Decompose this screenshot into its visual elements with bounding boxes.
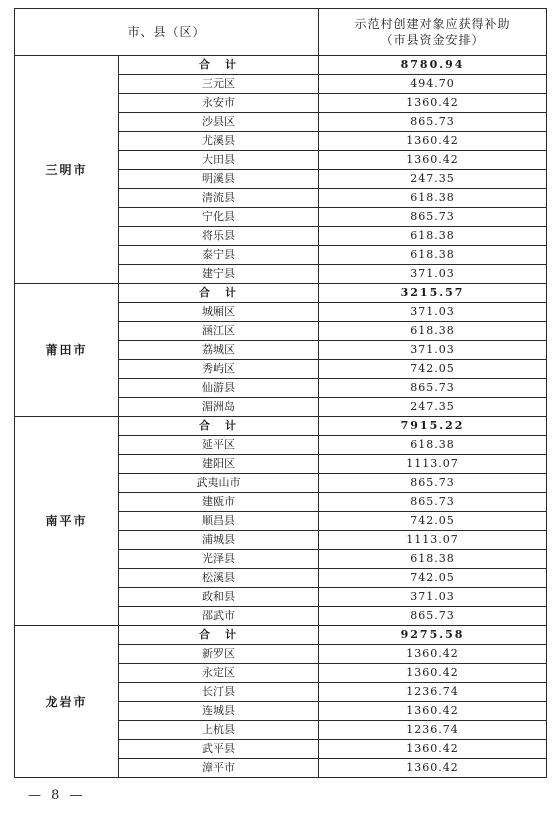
subsidy-value: 1360.42 xyxy=(319,151,547,170)
district-name: 荔城区 xyxy=(119,341,319,360)
subsidy-value: 247.35 xyxy=(319,398,547,417)
district-name: 永定区 xyxy=(119,664,319,683)
subsidy-value: 1360.42 xyxy=(319,94,547,113)
subsidy-value: 1360.42 xyxy=(319,132,547,151)
district-name: 将乐县 xyxy=(119,227,319,246)
table-total-row xyxy=(15,626,547,645)
subsidy-value: 618.38 xyxy=(319,322,547,341)
district-name: 沙县区 xyxy=(119,113,319,132)
subsidy-value: 1113.07 xyxy=(319,455,547,474)
table-total-row xyxy=(15,284,547,303)
subsidy-value: 1360.42 xyxy=(319,759,547,778)
district-name: 永安市 xyxy=(119,94,319,113)
district-name: 涵江区 xyxy=(119,322,319,341)
subsidy-value: 865.73 xyxy=(319,607,547,626)
header-subsidy xyxy=(319,9,547,56)
district-name: 大田县 xyxy=(119,151,319,170)
district-name: 秀屿区 xyxy=(119,360,319,379)
district-name: 清流县 xyxy=(119,189,319,208)
total-label: 合 计 xyxy=(119,284,319,303)
city-cell: 南平市 xyxy=(15,417,119,626)
subsidy-value: 865.73 xyxy=(319,379,547,398)
subsidy-value: 1360.42 xyxy=(319,702,547,721)
total-value: 8780.94 xyxy=(319,56,547,75)
subsidy-value: 865.73 xyxy=(319,493,547,512)
subsidy-value: 1113.07 xyxy=(319,531,547,550)
city-cell: 三明市 xyxy=(15,56,119,284)
subsidy-value: 1360.42 xyxy=(319,645,547,664)
page-number: — 8 — xyxy=(28,788,86,803)
subsidy-table xyxy=(14,8,547,778)
total-label: 合 计 xyxy=(119,626,319,645)
subsidy-value: 371.03 xyxy=(319,341,547,360)
subsidy-value: 865.73 xyxy=(319,474,547,493)
total-label: 合 计 xyxy=(119,417,319,436)
district-name: 新罗区 xyxy=(119,645,319,664)
district-name: 武平县 xyxy=(119,740,319,759)
district-name: 建宁县 xyxy=(119,265,319,284)
district-name: 建瓯市 xyxy=(119,493,319,512)
subsidy-value: 865.73 xyxy=(319,113,547,132)
total-value: 9275.58 xyxy=(319,626,547,645)
district-name: 连城县 xyxy=(119,702,319,721)
district-name: 浦城县 xyxy=(119,531,319,550)
district-name: 政和县 xyxy=(119,588,319,607)
subsidy-value: 371.03 xyxy=(319,265,547,284)
district-name: 上杭县 xyxy=(119,721,319,740)
subsidy-value: 618.38 xyxy=(319,189,547,208)
total-value: 7915.22 xyxy=(319,417,547,436)
table-header-row xyxy=(15,9,547,56)
subsidy-value: 1236.74 xyxy=(319,721,547,740)
header-subsidy-line2: （市县资金安排） xyxy=(380,33,485,47)
district-name: 宁化县 xyxy=(119,208,319,227)
district-name: 城厢区 xyxy=(119,303,319,322)
subsidy-value: 618.38 xyxy=(319,550,547,569)
subsidy-value: 618.38 xyxy=(319,246,547,265)
city-cell: 莆田市 xyxy=(15,284,119,417)
subsidy-value: 1236.74 xyxy=(319,683,547,702)
subsidy-value: 742.05 xyxy=(319,512,547,531)
district-name: 武夷山市 xyxy=(119,474,319,493)
table-total-row xyxy=(15,417,547,436)
table-body xyxy=(15,56,547,778)
header-subsidy-line1: 示范村创建对象应获得补助 xyxy=(354,17,511,31)
district-name: 建阳区 xyxy=(119,455,319,474)
district-name: 光泽县 xyxy=(119,550,319,569)
subsidy-value: 494.70 xyxy=(319,75,547,94)
subsidy-value: 865.73 xyxy=(319,208,547,227)
table-total-row xyxy=(15,56,547,75)
district-name: 湄洲岛 xyxy=(119,398,319,417)
district-name: 松溪县 xyxy=(119,569,319,588)
subsidy-table-sheet xyxy=(14,8,546,778)
subsidy-value: 618.38 xyxy=(319,436,547,455)
district-name: 仙游县 xyxy=(119,379,319,398)
city-cell: 龙岩市 xyxy=(15,626,119,778)
district-name: 长汀县 xyxy=(119,683,319,702)
total-value: 3215.57 xyxy=(319,284,547,303)
subsidy-value: 742.05 xyxy=(319,360,547,379)
district-name: 泰宁县 xyxy=(119,246,319,265)
district-name: 邵武市 xyxy=(119,607,319,626)
district-name: 尤溪县 xyxy=(119,132,319,151)
subsidy-value: 618.38 xyxy=(319,227,547,246)
district-name: 延平区 xyxy=(119,436,319,455)
district-name: 顺昌县 xyxy=(119,512,319,531)
subsidy-value: 1360.42 xyxy=(319,664,547,683)
subsidy-value: 742.05 xyxy=(319,569,547,588)
total-label: 合 计 xyxy=(119,56,319,75)
subsidy-value: 371.03 xyxy=(319,303,547,322)
header-region: 市、县（区） xyxy=(15,9,319,56)
district-name: 明溪县 xyxy=(119,170,319,189)
district-name: 漳平市 xyxy=(119,759,319,778)
subsidy-value: 247.35 xyxy=(319,170,547,189)
subsidy-value: 371.03 xyxy=(319,588,547,607)
district-name: 三元区 xyxy=(119,75,319,94)
subsidy-value: 1360.42 xyxy=(319,740,547,759)
